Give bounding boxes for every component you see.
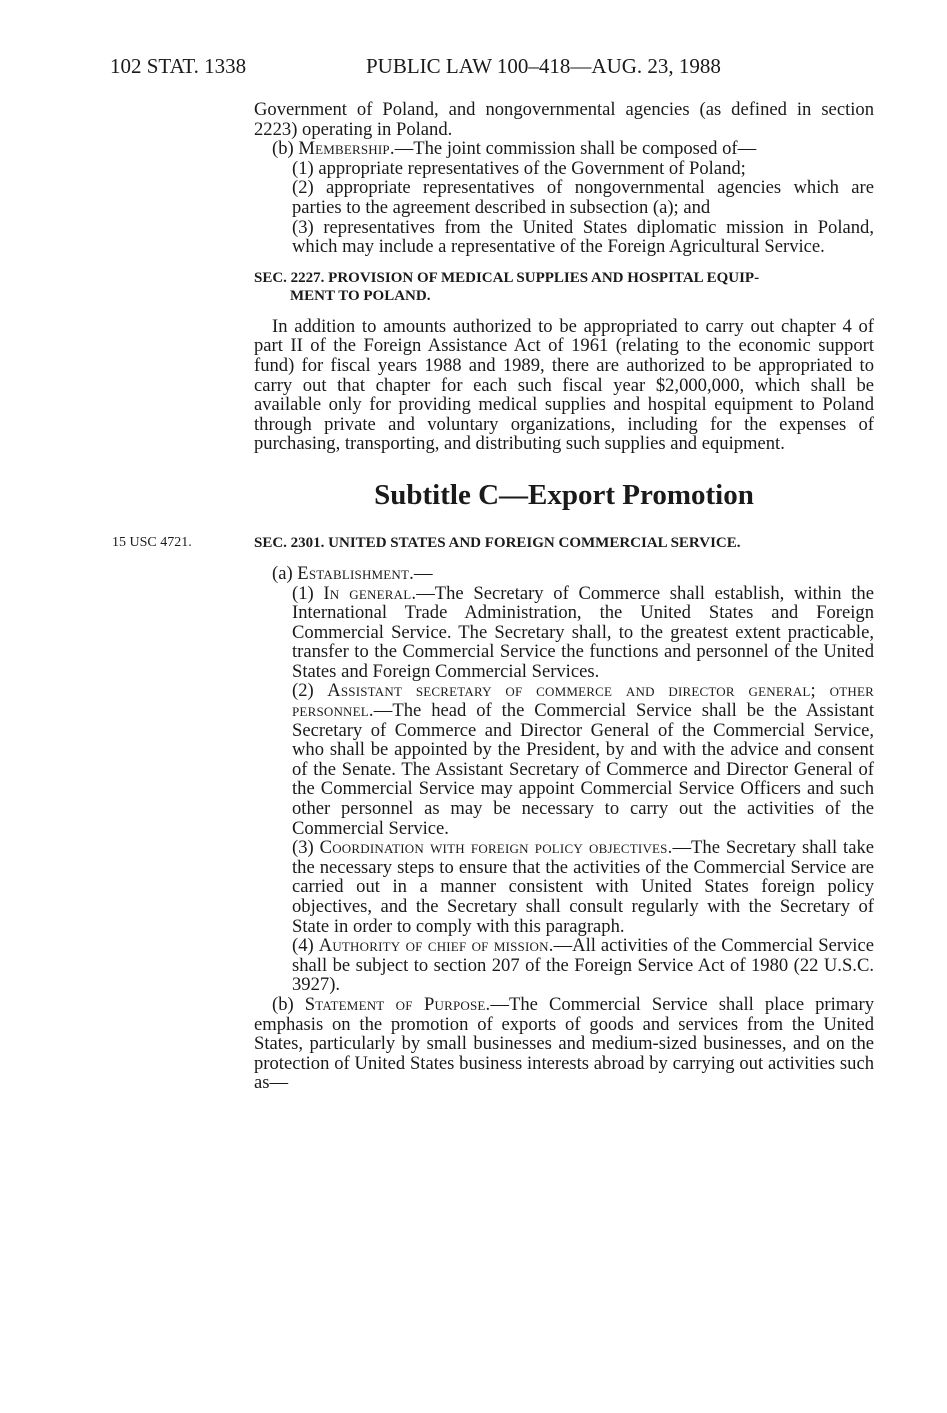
establishment-subsection: (a) Establishment.— xyxy=(272,562,433,584)
sec-2301 xyxy=(112,534,874,1094)
membership-item-3: (3) representatives from the United States diplomatic mission in Poland, which may include a representative of the Foreign Agricultural Service. xyxy=(292,216,874,258)
sec-2301-heading: SEC. 2301. UNITED STATES AND FOREIGN COMMERCIAL SERVICE. xyxy=(254,534,741,551)
paragraph-1: (1) In general.—The Secretary of Commerce shall establish, within the International Trade Administration, the United States and Foreign Commercial Service. The Secretary shall, to the greatest extent practicable, transfer to the Commercial Service the functions and personnel of the United States and Foreign Commercial Services. xyxy=(292,582,874,682)
membership-heading: Membership. xyxy=(298,138,395,160)
subtitle-heading: Subtitle C—Export Promotion xyxy=(374,478,754,511)
paragraph-1-heading: In general. xyxy=(323,582,417,604)
margin-note-usc: 15 USC 4721. xyxy=(112,534,192,550)
membership-label: (b) xyxy=(272,138,299,160)
paragraph-2: (2) Assistant secretary of commerce and director general; other personnel.—The head of the Commercial Service shall be the Assistant Secretary of Commerce and Director General of the Commercial Service, who shall be appointed by the President, by and with the advice and consent of the Senate. The Assistant Secretary of Commerce and Director General of the Commercial Service may appoint Commercial Service Officers and such other personnel as may be necessary to carry out the activities of the Commercial Service. xyxy=(292,680,874,839)
sec-2227-heading xyxy=(254,269,874,305)
establishment-heading: Establishment. xyxy=(297,562,415,584)
membership-subsection xyxy=(254,139,874,159)
paragraph-2-heading: Assistant secretary of commerce and director general; other personnel. xyxy=(292,680,874,722)
opening-paragraph: Government of Poland, and nongovernmental agencies (as defined in section 2223) operating in Poland. xyxy=(254,99,874,140)
membership-item-1: (1) appropriate representatives of the Government of Poland; xyxy=(292,157,746,179)
paragraph-3-heading: Coordination with foreign policy objectives. xyxy=(319,837,673,859)
statement-heading: Statement of Purpose. xyxy=(304,993,491,1015)
page-citation: 102 STAT. 1338 xyxy=(110,54,247,78)
membership-item-2: (2) appropriate representatives of nongovernmental agencies which are parties to the agreement described in subsection (a); and xyxy=(292,177,874,218)
paragraph-4-heading: Authority of chief of mission. xyxy=(318,935,554,957)
law-title: PUBLIC LAW 100–418—AUG. 23, 1988 xyxy=(366,54,721,78)
paragraph-3: (3) Coordination with foreign policy objectives.—The Secretary shall take the necessary steps to ensure that the activities of the Commercial Service are carried out in a manner consistent with United States foreign policy objectives, and the Secretary shall consult regularly with the Secretary of State in order to comply with this paragraph. xyxy=(292,837,874,937)
membership-text: —The joint commission shall be composed of— xyxy=(394,138,757,160)
sec-2227-heading-line2: MENT TO POLAND. xyxy=(290,287,431,304)
sec-2227-text: In addition to amounts authorized to be appropriated to carry out chapter 4 of part II of the Foreign Assistance Act of 1961 (relating to the economic support fund) for fiscal years 1988 and 1989, there are authorized to be appropriated to carry out that chapter for each such fiscal year $2,000,000, which shall be available only for providing medical supplies and hospital equipment to Poland through private and voluntary organizations, including for the expenses of purchasing, transporting, and distributing such supplies and equipment. xyxy=(254,315,874,455)
running-header xyxy=(110,54,877,80)
paragraph-4: (4) Authority of chief of mission.—All activities of the Commercial Service shall be subject to section 207 of the Foreign Service Act of 1980 (22 U.S.C. 3927). xyxy=(292,935,874,996)
statement-of-purpose: (b) Statement of Purpose.—The Commercial Service shall place primary emphasis on the promotion of exports of goods and services from the United States, particularly by small businesses and medium-sized businesses, and on the protection of United States business interests abroad by carrying out activities such as— xyxy=(254,993,874,1094)
sec-2227-heading-line1: SEC. 2227. PROVISION OF MEDICAL SUPPLIES AND HOSPITAL EQUIP- xyxy=(254,269,760,286)
document-body xyxy=(112,99,874,1094)
